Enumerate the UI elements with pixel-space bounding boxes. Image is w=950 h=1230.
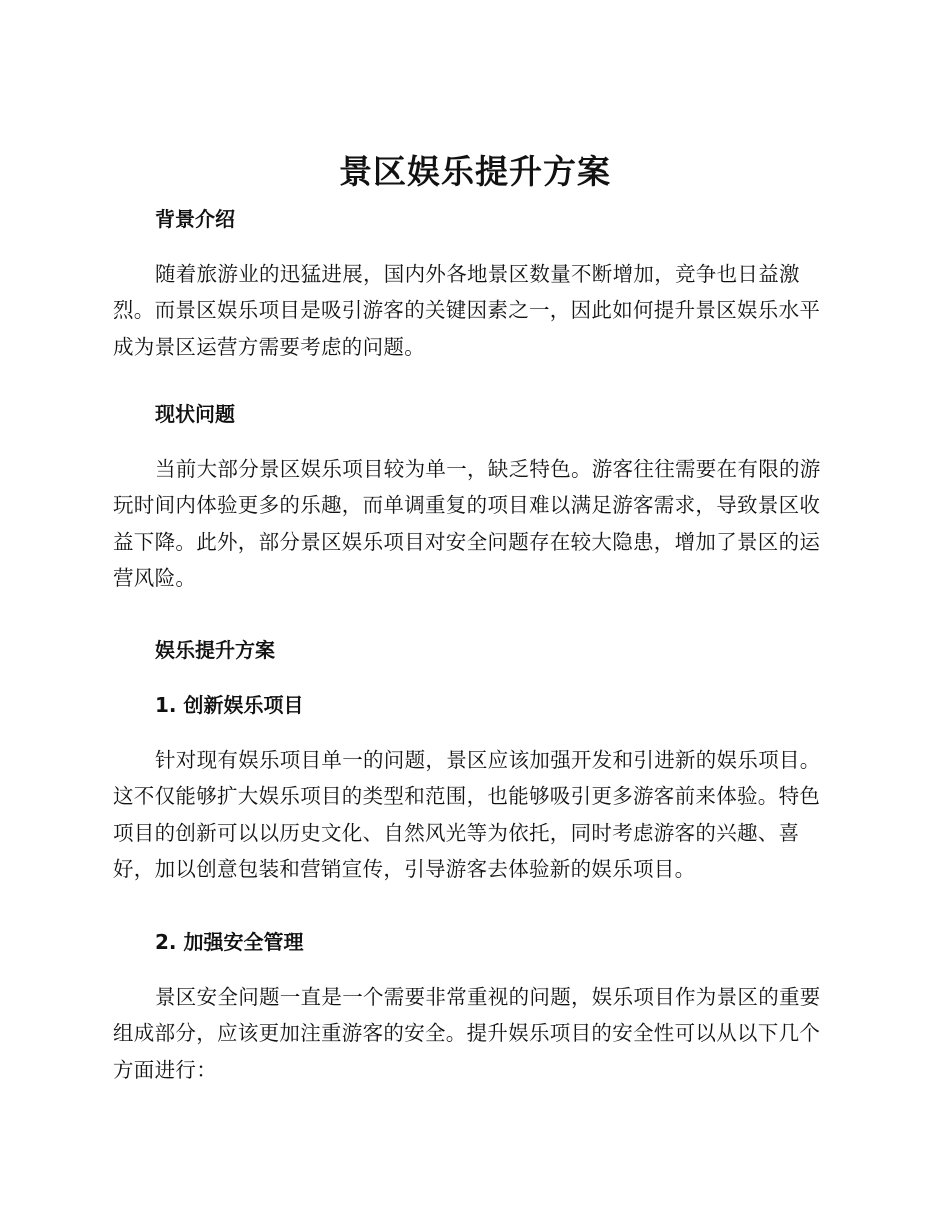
heading-safety-management: 2. 加强安全管理 (155, 930, 304, 954)
paragraph-safety-management: 景区安全问题一直是一个需要非常重视的问题，娱乐项目作为景区的重要组成部分，应该更加注重游客的安全。提升娱乐项目的安全性可以从以下几个方面进行： (113, 985, 821, 1082)
page-title: 景区娱乐提升方案 (339, 152, 611, 191)
heading-improvement-plan: 娱乐提升方案 (155, 638, 275, 662)
heading-current-issues: 现状问题 (155, 402, 235, 426)
paragraph-innovative-projects: 针对现有娱乐项目单一的问题，景区应该加强开发和引进新的娱乐项目。这不仅能够扩大娱乐项目的类型和范围，也能够吸引更多游客前来体验。特色项目的创新可以以历史文化、自然风光等为依托，同时考虑游客的兴趣、喜好，加以创意包装和营销宣传，引导游客去体验新的娱乐项目。 (113, 748, 821, 881)
heading-background: 背景介绍 (155, 207, 235, 231)
paragraph-current-issues: 当前大部分景区娱乐项目较为单一，缺乏特色。游客往往需要在有限的游玩时间内体验更多的乐趣，而单调重复的项目难以满足游客需求，导致景区收益下降。此外，部分景区娱乐项目对安全问题存在较大隐患，增加了景区的运营风险。 (113, 457, 821, 590)
paragraph-background: 随着旅游业的迅猛进展，国内外各地景区数量不断增加，竞争也日益激烈。而景区娱乐项目是吸引游客的关键因素之一，因此如何提升景区娱乐水平成为景区运营方需要考虑的问题。 (113, 262, 821, 359)
heading-innovative-projects: 1. 创新娱乐项目 (155, 693, 304, 717)
